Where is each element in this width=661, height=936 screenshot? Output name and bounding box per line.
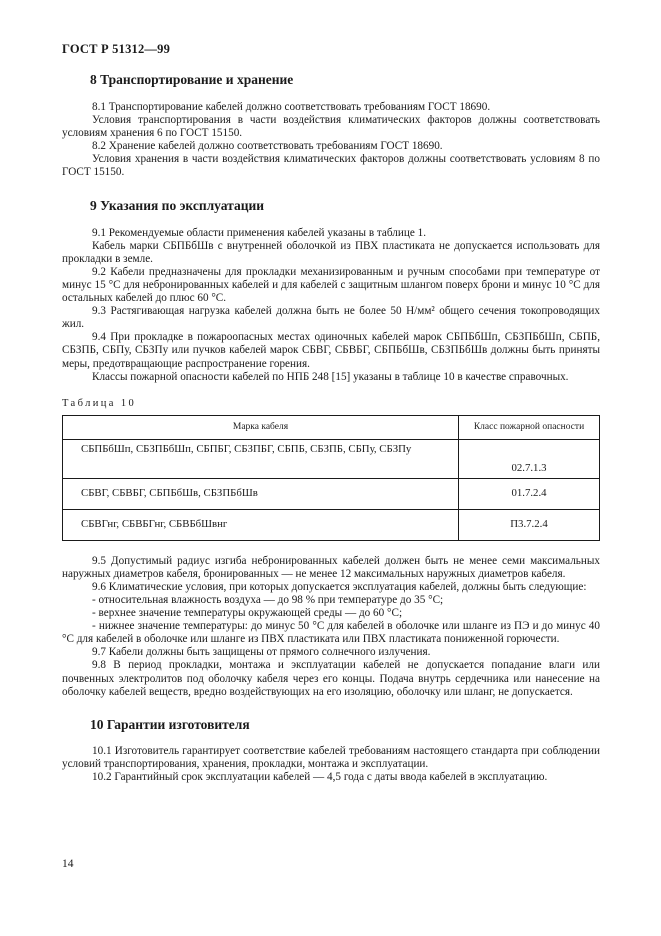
paragraph-10-2: 10.2 Гарантийный срок эксплуатации кабелей — 4,5 года с даты ввода кабелей в эксплуатацию.: [92, 770, 548, 783]
paragraph-9-4-classes: Классы пожарной опасности кабелей по НПБ 248 [15] указаны в таблице 10 в качестве справочных.: [92, 370, 569, 383]
table-cell-class: 02.7.1.3: [459, 439, 600, 478]
table-cell-class: 01.7.2.4: [459, 478, 600, 509]
paragraph-9-2: 9.2 Кабели предназначены для прокладки механизированным и ручным способами при температуре от минус 15 °С для небронированных кабелей и для кабелей с защитным шлангом поверх брони и минус 10 °С для остальных кабелей до плюс 60 °С.: [62, 265, 600, 305]
page-content: [62, 72, 600, 784]
paragraph-9-4: 9.4 При прокладке в пожароопасных местах одиночных кабелей марок СБПБбШп, СБЗПБбШп, СБПБ, СБЗПБ, СБПу, СБЗПу или пучков кабелей марок СБВГ, СБВБГ, СБПБбШв, СБЗПБбШв должны быть приняты меры, предотвращающие распространение горения.: [62, 331, 600, 370]
paragraph-9-8: 9.8 В период прокладки, монтажа и эксплуатации кабелей не допускается попадание влаги или почвенных электролитов под оболочку кабеля через его концы. Подача внутрь сердечника или нанесение на оболочку кабелей веществ, вредно воздействующих на его изоляцию, оболочку или шланг, не допускается.: [62, 659, 600, 698]
paragraph-9-6: 9.6 Климатические условия, при которых допускается эксплуатация кабелей, должны быть следующие:: [92, 580, 587, 593]
paragraph-8-2: 8.2 Хранение кабелей должно соответствовать требованиям ГОСТ 18690.: [92, 140, 443, 153]
table-cell-mark: СБПБбШп, СБЗПБбШп, СБПБГ, СБЗПБГ, СБПБ, СБЗПБ, СБПу, СБЗПу: [63, 439, 459, 478]
list-item: - верхнее значение температуры окружающей среды — до 60 °С;: [92, 607, 403, 620]
column-header-class: Класс пожарной опасности: [459, 415, 600, 439]
table-header-row: [63, 415, 600, 439]
column-header-mark: Марка кабеля: [63, 415, 459, 439]
paragraph-8-1-conditions: Условия транспортирования в части воздействия климатических факторов должны соответствовать условиям хранения 6 по ГОСТ 15150.: [62, 114, 600, 140]
table-cell-mark: СБВГ, СБВБГ, СБПБбШв, СБЗПБбШв: [63, 478, 459, 509]
paragraph-9-1: 9.1 Рекомендуемые области применения кабелей указаны в таблице 1.: [92, 226, 427, 239]
paragraph-8-2-conditions: Условия хранения в части воздействия климатических факторов должны соответствовать условиям 8 по ГОСТ 15150.: [62, 153, 600, 179]
paragraph-9-7: 9.7 Кабели должны быть защищены от прямого солнечного излучения.: [92, 646, 431, 659]
paragraph-9-1-note: Кабель марки СБПБбШв с внутренней оболочкой из ПВХ пластиката не допускается использовать для прокладки в земле.: [62, 239, 600, 265]
paragraph-8-1: 8.1 Транспортирование кабелей должно соответствовать требованиям ГОСТ 18690.: [92, 101, 491, 113]
table-cell-mark: СБВГнг, СБВБГнг, СБВБбШвнг: [63, 509, 459, 540]
section-10-heading: 10 Гарантии изготовителя: [90, 716, 250, 732]
list-item: - нижнее значение температуры: до минус 50 °С для кабелей в оболочке или шланге из ПЭ и до минус 40 °С для кабелей в оболочке или шланге из ПВХ пластиката или ПВХ пластиката пониженной горючести.: [62, 620, 600, 646]
table-row: [63, 478, 600, 509]
page-number: 14: [62, 858, 74, 870]
section-8-heading: 8 Транспортирование и хранение: [90, 72, 294, 87]
table-row: [63, 509, 600, 540]
paragraph-10-1: 10.1 Изготовитель гарантирует соответствие кабелей требованиям настоящего стандарта при соблюдении условий транспортирования, хранения, прокладки, монтажа и эксплуатации.: [62, 744, 600, 770]
table-cell-class: П3.7.2.4: [459, 509, 600, 540]
paragraph-9-5: 9.5 Допустимый радиус изгиба небронированных кабелей должен быть не менее семи максимальных наружных диаметров кабеля, бронированных — не менее 12 максимальных наружных диаметров кабеля.: [62, 554, 600, 580]
table-caption: Таблица 10: [62, 397, 137, 409]
fire-hazard-table: [62, 415, 600, 541]
document-header: ГОСТ Р 51312—99: [62, 42, 171, 56]
section-9-heading: 9 Указания по эксплуатации: [90, 197, 265, 213]
table-row: [63, 439, 600, 478]
paragraph-9-3: 9.3 Растягивающая нагрузка кабелей должна быть не более 50 Н/мм² общего сечения токопроводящих жил.: [62, 305, 600, 331]
list-item: - относительная влажность воздуха — до 98 % при температуре до 35 °С;: [92, 593, 444, 606]
